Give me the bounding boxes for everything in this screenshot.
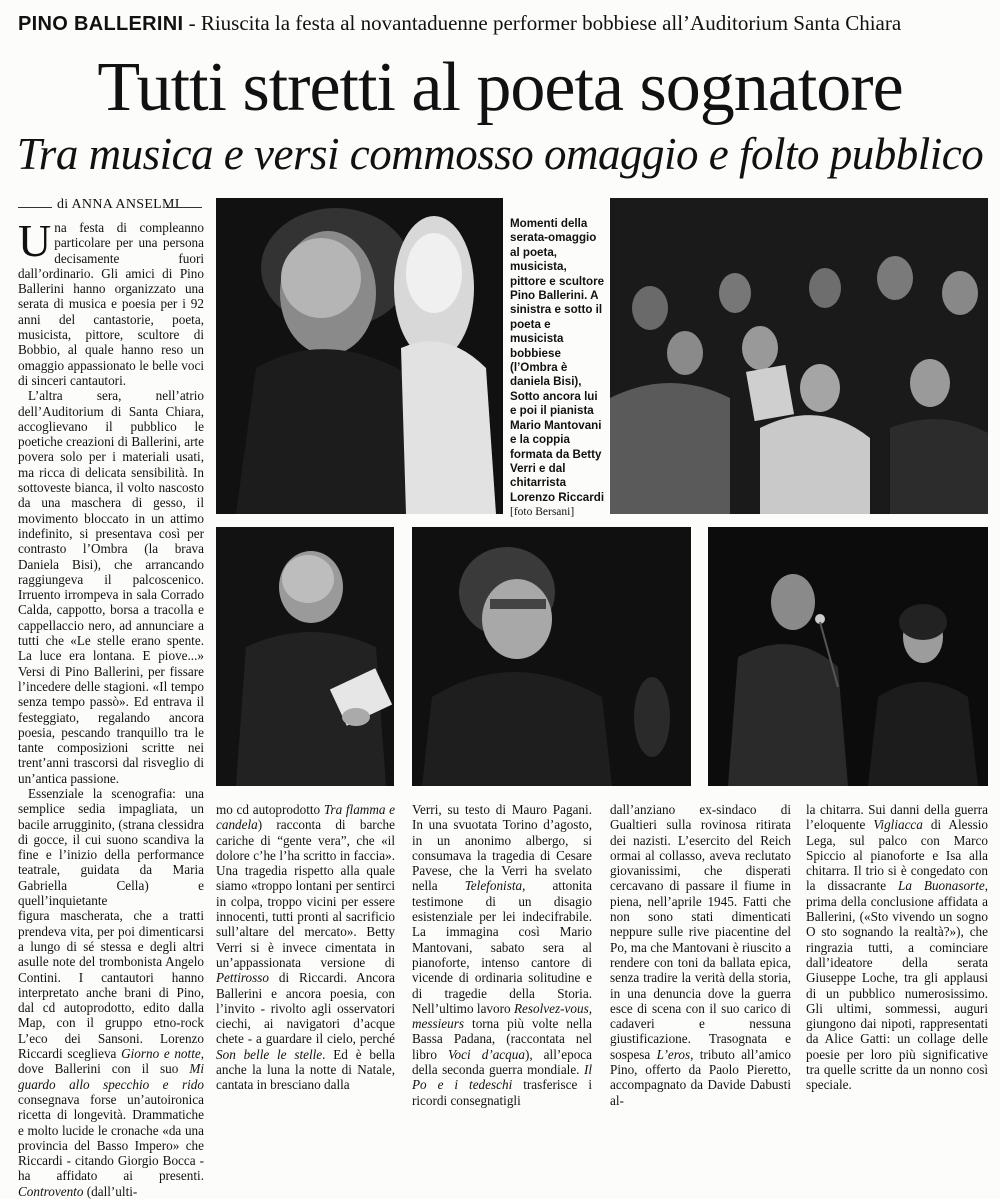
song-title: L’eros: [656, 1046, 691, 1062]
text-column-4: [610, 802, 791, 1108]
byline-rule-left: [18, 207, 52, 208]
text-column-3: [412, 802, 593, 1108]
paragraph-text: dall’anziano ex-sindaco di Gualtieri sulla rovinosa ritirata dei nazisti. L’esercito del Reich ormai al collasso, aveva reclutato giovanissimi, che disperati cercavano di passare il fiume in piena, nell’aprile 1945. Fatti che non sono stati dimenticati neppure sulle rive piacentine del Po, ma che Mantovani è riuscito a rendere con toni da ballata epica, senza tradire la verità della storia, in una denuncia dove la guerra esce di scena con il suo carico di cadaveri e nessuna giustificazione. Trasognata e sospesa: [610, 802, 791, 1062]
paragraph-text: torna più volte nella Bassa Padana, (raccontata nel libro: [412, 1016, 592, 1062]
byline-rule-right: [166, 207, 202, 208]
book-title: Voci d’acqua: [447, 1046, 525, 1062]
kicker-text: - Riuscita la festa al novantaduenne performer bobbiese all’Auditorium Santa Chiara: [183, 11, 902, 35]
paragraph-text: consegnava forse un’autoironica ricetta di longevità. Drammatiche e molto lucide le cronache «da una provincia del Basso Impero» che Riccardi - citando Giorgio Bocca - ha affidato ai presenti.: [18, 1091, 204, 1184]
subheadline: Tra musica e versi commosso omaggio e folto pubblico: [16, 129, 984, 179]
paragraph: Essenziale la scenografia: una semplice sedia impagliata, un bacile arrugginito, (strana clessidra di gocce, il cui suono scandiva la fine e l’inizio della performance teatrale, guidata da Maria Gabriella Cella) e quell’inquietante: [18, 785, 204, 909]
paragraph: L’altra sera, nell’atrio dell’Auditorium di Santa Chiara, accoglievano il pubblico le poetiche creazioni di Ballerini, arte povera solo per i materiali usati, ma ricca di delicata sensibilità. In sottoveste bianca, il volto nascosto da una maschera di gesso, il movimento bloccato in un attimo indefinito, si presentava così per contrasto l’Ombra (la brava Daniela Bisi), che arrancando raggiungeva il palcoscenico. Irruento irrompeva in sala Corrado Calda, cappotto, borsa a tracolla e cappellaccio nero, ad annunciare a tutti che «Le stelle erano spente. La luce era lontana. E piove...» Versi di Pino Ballerini, per fissare l’incedere delle stagioni. «Il tempo senza tempo passò». Ed entrava il festeggiato, regalando ancora poesia, pescando tranquillo tra le tante composizioni scritte nei trent’anni trascorsi dal risveglio di un’antica passione.: [18, 388, 204, 786]
song-title: Giorno e notte: [121, 1046, 201, 1062]
photo-caption: [510, 217, 605, 520]
album-title: Tra flamma e candela: [216, 802, 395, 833]
photo-credit: [foto Bersani]: [510, 506, 575, 519]
text-column-2: [216, 802, 395, 1093]
kicker-line: [18, 10, 988, 37]
paragraph-text: trasferisce i ricordi consegnatigli: [412, 1077, 593, 1108]
paragraph-text: , tributo all’amico Pino, offerto da Paolo Pieretto, accompagnato da Davide Dabusti al-: [610, 1046, 791, 1108]
paragraph-text: ), all’epoca della seconda guerra mondiale.: [412, 1046, 592, 1078]
kicker-name: PINO BALLERINI: [18, 13, 184, 35]
photo-poet-and-shadow: [216, 198, 503, 514]
headline: Tutti stretti al poeta sognatore: [97, 49, 903, 126]
paragraph-text: figura mascherata, che a tratti prendeva vita, per poi dimenticarsi a lungo di sé stessa e degli altri asulle note del trombonista Angelo Contini. I cantautori hanno interpretato anche brani di Pino, dal cd autoprodotto, edito dalla Map, con il gruppo etno-rock L’eco dei Sansoni. Lorenzo Riccardi sceglieva: [18, 908, 204, 1062]
paragraph-text: di Riccardi. Ancora Ballerini e ancora poesia, con l’invito - rivolto agli osservatori ciechi, ai navigatori d’acque chete - a guardare il cielo, perché: [216, 970, 395, 1047]
paragraph: na festa di compleanno particolare per una persona decisamente fuori dall’ordinario. Gli amici di Pino Ballerini hanno organizzato una serata di musica e poesia per i 92 anni del cantastorie, poeta, musicista, pittore, scultore di Bobbio, al quale hanno reso un omaggio appassionato le belle voci di sinceri cantautori.: [18, 220, 204, 388]
album-title: Resolvez-vous, messieurs: [412, 1000, 592, 1032]
paragraph-text: (dall’ulti-: [83, 1183, 138, 1199]
caption-text: Momenti della serata-omaggio al poeta, musicista, pittore e scultore Pino Ballerini. A sinistra e sotto il poeta e musicista bobbiese (l’Ombra è daniela Bisi), Sotto ancora lui e poi il pianista Mario Mantovani e la coppia formata da Betty Verri e dal chitarrista Lorenzo Riccardi: [510, 217, 605, 504]
song-title: Mi guardo allo specchio e rido: [18, 1061, 204, 1092]
photo-poet-reading: [216, 527, 394, 786]
paragraph-text: di Alessio Lega, sul palco con Marco Spiccio al pianoforte e Isa alla chitarra. Il trio si è congedato con la dissacrante: [806, 817, 988, 894]
paragraph-text: . Ed è bella anche la luna la notte di Natale, cantata in bresciano dalla: [216, 1046, 395, 1093]
paragraph-text: Verri, su testo di Mauro Pagani. In una svuotata Torino d’agosto, in un anonimo albergo, si consumava la tragedia di Cesare Pavese, che la Verri ha svelato nella: [412, 802, 592, 894]
photo-singer-and-guitarist: [708, 527, 988, 786]
text-column-5: [806, 802, 988, 1093]
paragraph-text: mo cd autoprodotto: [216, 802, 324, 817]
song-title: Son belle le stelle: [216, 1046, 323, 1062]
text-column-1: [18, 215, 205, 1199]
paragraph-text: la chitarra. Sui danni della guerra l’eloquente: [806, 802, 988, 833]
paragraph-text: , prima della conclusione affidata a Ballerini, («Sto vivendo un sogno O sto sognando la realtà?»), che ringrazia tutti, a cominciare dall’ideatore della serata Giuseppe Loche, tra gli applausi di un pubblico numerosissimo. Gli ultimi, sommessi, auguri giungono dai nipoti, rappresentati da Alice Gatti: un collage delle poesie per loro più significative tra quelle scritte da un nonno così speciale.: [806, 878, 988, 1093]
song-title: Pettirosso: [216, 970, 269, 986]
song-title: Il Po e i tedeschi: [412, 1062, 592, 1093]
paragraph-text: ) racconta di barche cariche di “gente vera”, che «il dolore c’he l’ha scritto in faccia». Una tragedia rispetto alla quale siamo «troppo lontani per sentirci in colpa, troppo vicini per essere innocenti, tutti pronti al sacrificio sull’altare del mercato». Betty Verri si è invece cimentata in un’appassionata versione di: [216, 817, 395, 970]
drop-cap: U: [18, 215, 52, 266]
byline: di ANNA ANSELMI: [57, 197, 180, 212]
song-title: Controvento: [18, 1183, 84, 1199]
song-title: Vigliacca: [873, 817, 923, 833]
photo-audience: [610, 198, 988, 514]
paragraph-text: , attonita testimone di un disagio esistenziale per lei indecifrabile. La immagina così Mario Mantovani, sabato sera al pianoforte, intenso cantore di vicende di ordinaria solitudine e di tragedie della Storia. Nell’ultimo lavoro: [412, 878, 592, 1016]
song-title: Telefonista: [464, 878, 523, 894]
paragraph-text: , dove Ballerini con il suo: [18, 1046, 205, 1077]
photo-pianist: [412, 527, 691, 786]
song-title: La Buonasorte: [898, 878, 985, 894]
